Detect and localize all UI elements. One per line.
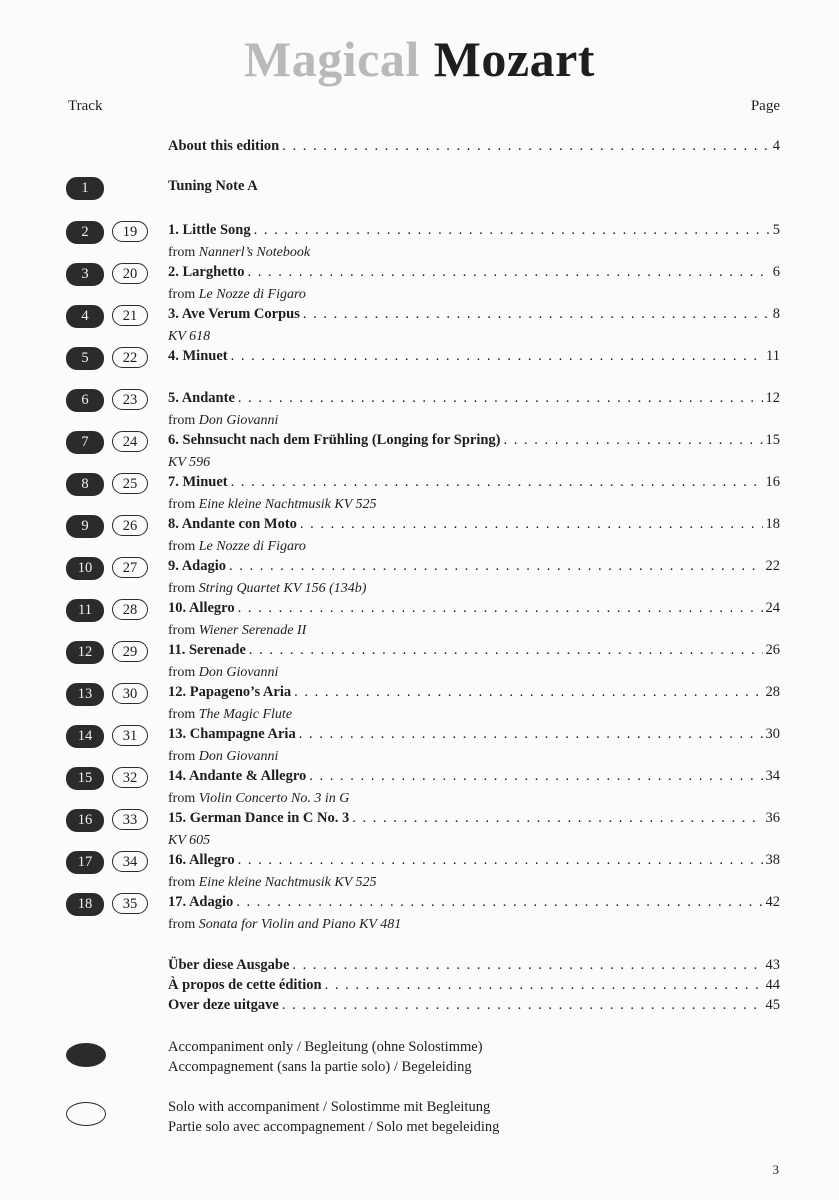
source-prefix: from [168,539,199,554]
toc-entry-piece[interactable] [168,642,780,683]
piece-page: 15 [765,432,780,448]
dot-leader [248,264,770,281]
toc-entry-apropos[interactable] [168,977,780,998]
track-badge-solo: 35 [112,893,148,914]
source-prefix: from [168,707,199,722]
piece-title: 4. Minuet [168,348,228,364]
dot-leader [249,642,763,659]
piece-page: 6 [772,264,780,280]
legend-line: Partie solo avec accompagnement / Solo met begeleiding [168,1119,500,1135]
piece-page: 30 [765,726,780,742]
source-work: Violin Concerto No. 3 in G [198,791,350,806]
piece-page: 42 [765,894,780,910]
dot-leader [236,894,762,911]
piece-title: 9. Adagio [168,558,227,574]
piece-source [168,621,780,641]
source-work: Sonata for Violin and Piano KV 481 [198,917,402,932]
track-badge-accompaniment: 5 [66,347,104,370]
piece-page: 28 [765,684,780,700]
piece-source [168,285,780,305]
entry-label: Over deze uitgave [168,997,279,1013]
dot-leader [299,726,763,743]
toc-entry-piece[interactable] [168,306,780,347]
track-badge-accompaniment: 16 [66,809,104,832]
dot-leader [292,957,762,974]
piece-source [168,915,780,935]
toc-entry-over[interactable] [168,997,780,1018]
source-prefix: from [168,581,199,596]
track-badge-accompaniment: 6 [66,389,104,412]
piece-page: 12 [765,390,780,406]
piece-title: 15. German Dance in C No. 3 [168,810,350,826]
source-prefix: from [168,917,199,932]
toc-entry-piece[interactable] [168,600,780,641]
toc-entry-piece[interactable] [168,390,780,431]
track-badge-accompaniment: 13 [66,683,104,706]
track-badge-accompaniment: 17 [66,851,104,874]
track-badge-accompaniment: 3 [66,263,104,286]
piece-page: 5 [772,222,780,238]
dot-leader [238,390,763,407]
toc-entry-piece[interactable] [168,474,780,515]
source-prefix: from [168,245,199,260]
track-badge-accompaniment: 10 [66,557,104,580]
dot-leader [352,810,762,827]
entry-label: À propos de cette édition [168,977,322,993]
entry-page: 45 [765,997,780,1013]
piece-page: 11 [766,348,780,364]
piece-title: 8. Andante con Moto [168,516,297,532]
source-work: The Magic Flute [198,707,293,722]
track-badge-accompaniment: 1 [66,177,104,200]
piece-title: 7. Minuet [168,474,228,490]
track-badge-solo: 34 [112,851,148,872]
entry-page: 44 [765,977,780,993]
legend-line: Solo with accompaniment / Solostimme mit Begleitung [168,1099,491,1115]
dot-leader [238,852,763,869]
piece-page: 8 [772,306,780,322]
piece-page: 38 [765,852,780,868]
track-badge-solo: 19 [112,221,148,242]
source-prefix: from [168,623,199,638]
source-work: Eine kleine Nachtmusik KV 525 [198,497,377,512]
legend-line: Accompagnement (sans la partie solo) / Begeleiding [168,1059,472,1075]
piece-title: 11. Serenade [168,642,246,658]
source-work: KV 605 [168,833,211,848]
source-prefix: from [168,875,199,890]
dot-leader [504,432,763,449]
track-column-header: Track [68,98,103,114]
entry-page: 43 [765,957,780,973]
track-badge-solo: 21 [112,305,148,326]
toc-entry-piece[interactable] [168,558,780,599]
source-work: Wiener Serenade II [198,623,307,638]
entry-label: Über diese Ausgabe [168,957,290,973]
piece-title: 14. Andante & Allegro [168,768,307,784]
track-badge-solo: 32 [112,767,148,788]
source-work: Le Nozze di Figaro [198,287,306,302]
piece-page: 18 [765,516,780,532]
piece-source [168,705,780,725]
source-prefix: from [168,791,199,806]
piece-source [168,873,780,893]
track-badge-accompaniment: 2 [66,221,104,244]
dot-leader [309,768,762,785]
page-column-header: Page [750,98,780,114]
dot-leader [325,977,763,994]
dot-leader [231,474,763,491]
entry-label: About this edition [168,138,280,154]
piece-source [168,243,780,263]
track-badge-solo: 23 [112,389,148,410]
toc-entry-piece[interactable] [168,810,780,851]
toc-entry-piece[interactable] [168,768,780,809]
source-prefix: from [168,287,199,302]
track-badge-solo: 29 [112,641,148,662]
piece-source [168,663,780,683]
legend-line: Accompaniment only / Begleitung (ohne Solostimme) [168,1039,483,1055]
piece-title: 5. Andante [168,390,235,406]
toc-entry-piece[interactable] [168,222,780,263]
entry-label: Tuning Note A [168,178,258,194]
track-badge-solo: 20 [112,263,148,284]
piece-source [168,579,780,599]
source-prefix: from [168,749,199,764]
source-work: Nannerl’s Notebook [198,245,311,260]
legend-filled-oval-icon [66,1043,106,1067]
book-title [0,30,839,88]
dot-leader [282,138,770,155]
track-badge-accompaniment: 7 [66,431,104,454]
piece-title: 10. Allegro [168,600,235,616]
dot-leader [303,306,770,323]
piece-title: 6. Sehnsucht nach dem Frühling (Longing for Spring) [168,432,501,448]
track-badge-solo: 24 [112,431,148,452]
track-badge-accompaniment: 15 [66,767,104,790]
piece-page: 34 [765,768,780,784]
track-badge-accompaniment: 11 [66,599,104,622]
toc-entry-tuning[interactable] [168,178,780,199]
piece-page: 16 [765,474,780,490]
toc-entry-about[interactable] [168,138,780,159]
track-badge-solo: 26 [112,515,148,536]
piece-title: 1. Little Song [168,222,251,238]
piece-page: 24 [765,600,780,616]
piece-title: 2. Larghetto [168,264,245,280]
piece-source [168,747,780,767]
piece-source [168,327,780,347]
source-work: KV 618 [168,329,211,344]
piece-source [168,537,780,557]
source-work: Don Giovanni [198,749,279,764]
track-badge-solo: 28 [112,599,148,620]
toc-entry-piece[interactable] [168,348,780,369]
piece-title: 3. Ave Verum Corpus [168,306,300,322]
source-work: KV 596 [168,455,211,470]
track-badge-solo: 27 [112,557,148,578]
source-work: Le Nozze di Figaro [198,539,306,554]
toc-entry-piece[interactable] [168,264,780,305]
dot-leader [231,348,763,365]
piece-title: 17. Adagio [168,894,234,910]
toc-entry-piece[interactable] [168,684,780,725]
toc-entry-piece[interactable] [168,432,780,473]
piece-page: 26 [765,642,780,658]
piece-source [168,789,780,809]
piece-source [168,831,780,851]
dot-leader [238,600,763,617]
track-badge-solo: 22 [112,347,148,368]
piece-title: 12. Papageno’s Aria [168,684,292,700]
legend-outline-oval-icon [66,1102,106,1126]
piece-title: 13. Champagne Aria [168,726,296,742]
source-work: Don Giovanni [198,665,279,680]
source-work: String Quartet KV 156 (134b) [198,581,367,596]
dot-leader [229,558,762,575]
toc-entry-piece[interactable] [168,894,780,935]
source-prefix: from [168,497,199,512]
legend-accompaniment-text [168,1037,483,1077]
track-badge-accompaniment: 8 [66,473,104,496]
source-prefix: from [168,413,199,428]
dot-leader [294,684,762,701]
dot-leader [282,997,763,1014]
track-badge-accompaniment: 4 [66,305,104,328]
title-mozart: Mozart [433,31,595,87]
track-badge-solo: 30 [112,683,148,704]
dot-leader [254,222,770,239]
source-work: Eine kleine Nachtmusik KV 525 [198,875,377,890]
dot-leader [300,516,763,533]
legend-solo-text [168,1097,499,1137]
piece-source [168,453,780,473]
piece-page: 36 [765,810,780,826]
track-badge-solo: 25 [112,473,148,494]
toc-entry-piece[interactable] [168,726,780,767]
piece-title: 16. Allegro [168,852,235,868]
source-work: Don Giovanni [198,413,279,428]
piece-source [168,495,780,515]
title-magical: Magical [244,31,420,87]
toc-entry-piece[interactable] [168,516,780,557]
page-number: 3 [772,1162,779,1177]
toc-entry-piece[interactable] [168,852,780,893]
track-badge-accompaniment: 18 [66,893,104,916]
piece-source [168,411,780,431]
track-badge-solo: 33 [112,809,148,830]
track-badge-accompaniment: 9 [66,515,104,538]
track-badge-accompaniment: 14 [66,725,104,748]
toc-entry-ueber[interactable] [168,957,780,978]
source-prefix: from [168,665,199,680]
track-badge-accompaniment: 12 [66,641,104,664]
entry-page: 4 [772,138,780,154]
piece-page: 22 [765,558,780,574]
track-badge-solo: 31 [112,725,148,746]
